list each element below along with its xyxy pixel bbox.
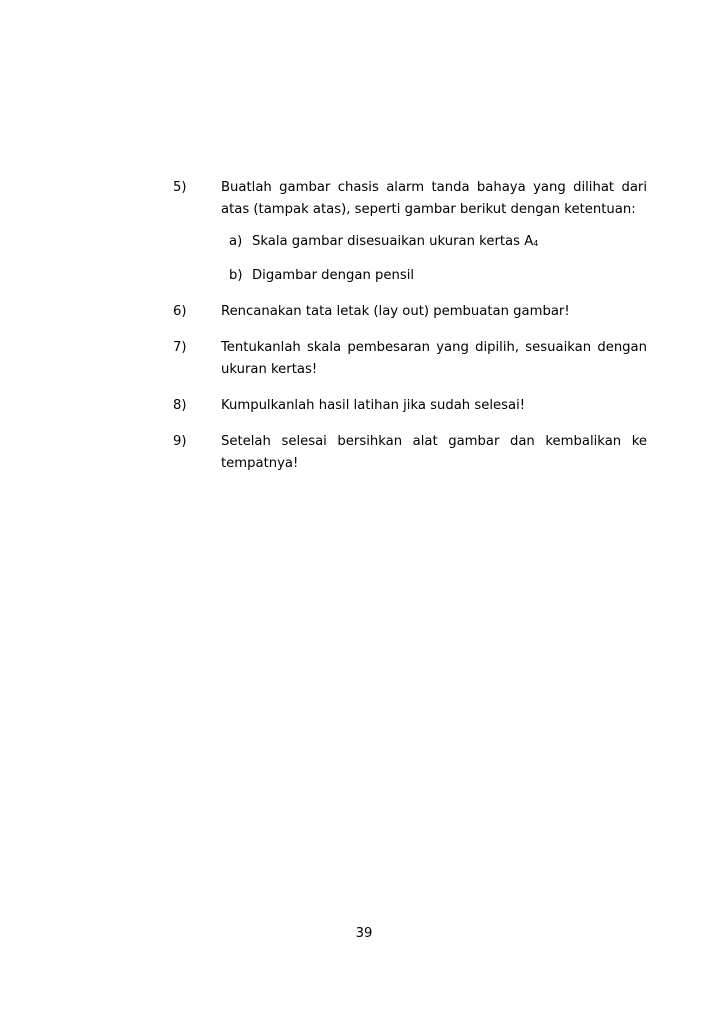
list-item xyxy=(173,177,647,221)
item-text: Tentukanlah skala pembesaran yang dipilih, sesuaikan dengan ukuran kertas! xyxy=(221,340,647,377)
sub-list-item xyxy=(229,265,647,287)
item-number: 8) xyxy=(173,398,187,413)
sub-list xyxy=(173,231,647,287)
sub-item-number: a) xyxy=(229,234,243,249)
item-number: 6) xyxy=(173,304,187,319)
sub-item-text: Skala gambar disesuaikan ukuran kertas $A_4$ xyxy=(252,234,539,249)
list-item xyxy=(173,337,647,381)
sub-item-number: b) xyxy=(229,268,243,283)
item-number: 7) xyxy=(173,340,187,355)
sub-list-item xyxy=(229,231,647,255)
list-item xyxy=(173,431,647,475)
page-number: 39 xyxy=(355,926,373,941)
item-text: Setelah selesai bersihkan alat gambar dan kembalikan ke tempatnya! xyxy=(221,434,647,471)
instruction-list xyxy=(173,177,647,489)
item-text: Buatlah gambar chasis alarm tanda bahaya yang dilihat dari atas (tampak atas), seperti gambar berikut dengan ketentuan: xyxy=(221,180,647,217)
sub-item-text: Digambar dengan pensil xyxy=(252,268,415,283)
item-number: 9) xyxy=(173,434,187,449)
list-item xyxy=(173,301,647,323)
list-item xyxy=(173,395,647,417)
item-number: 5) xyxy=(173,180,187,195)
item-text: Kumpulkanlah hasil latihan jika sudah selesai! xyxy=(221,398,526,413)
subscript: 4 xyxy=(533,239,539,248)
item-text: Rencanakan tata letak (lay out) pembuatan gambar! xyxy=(221,304,570,319)
